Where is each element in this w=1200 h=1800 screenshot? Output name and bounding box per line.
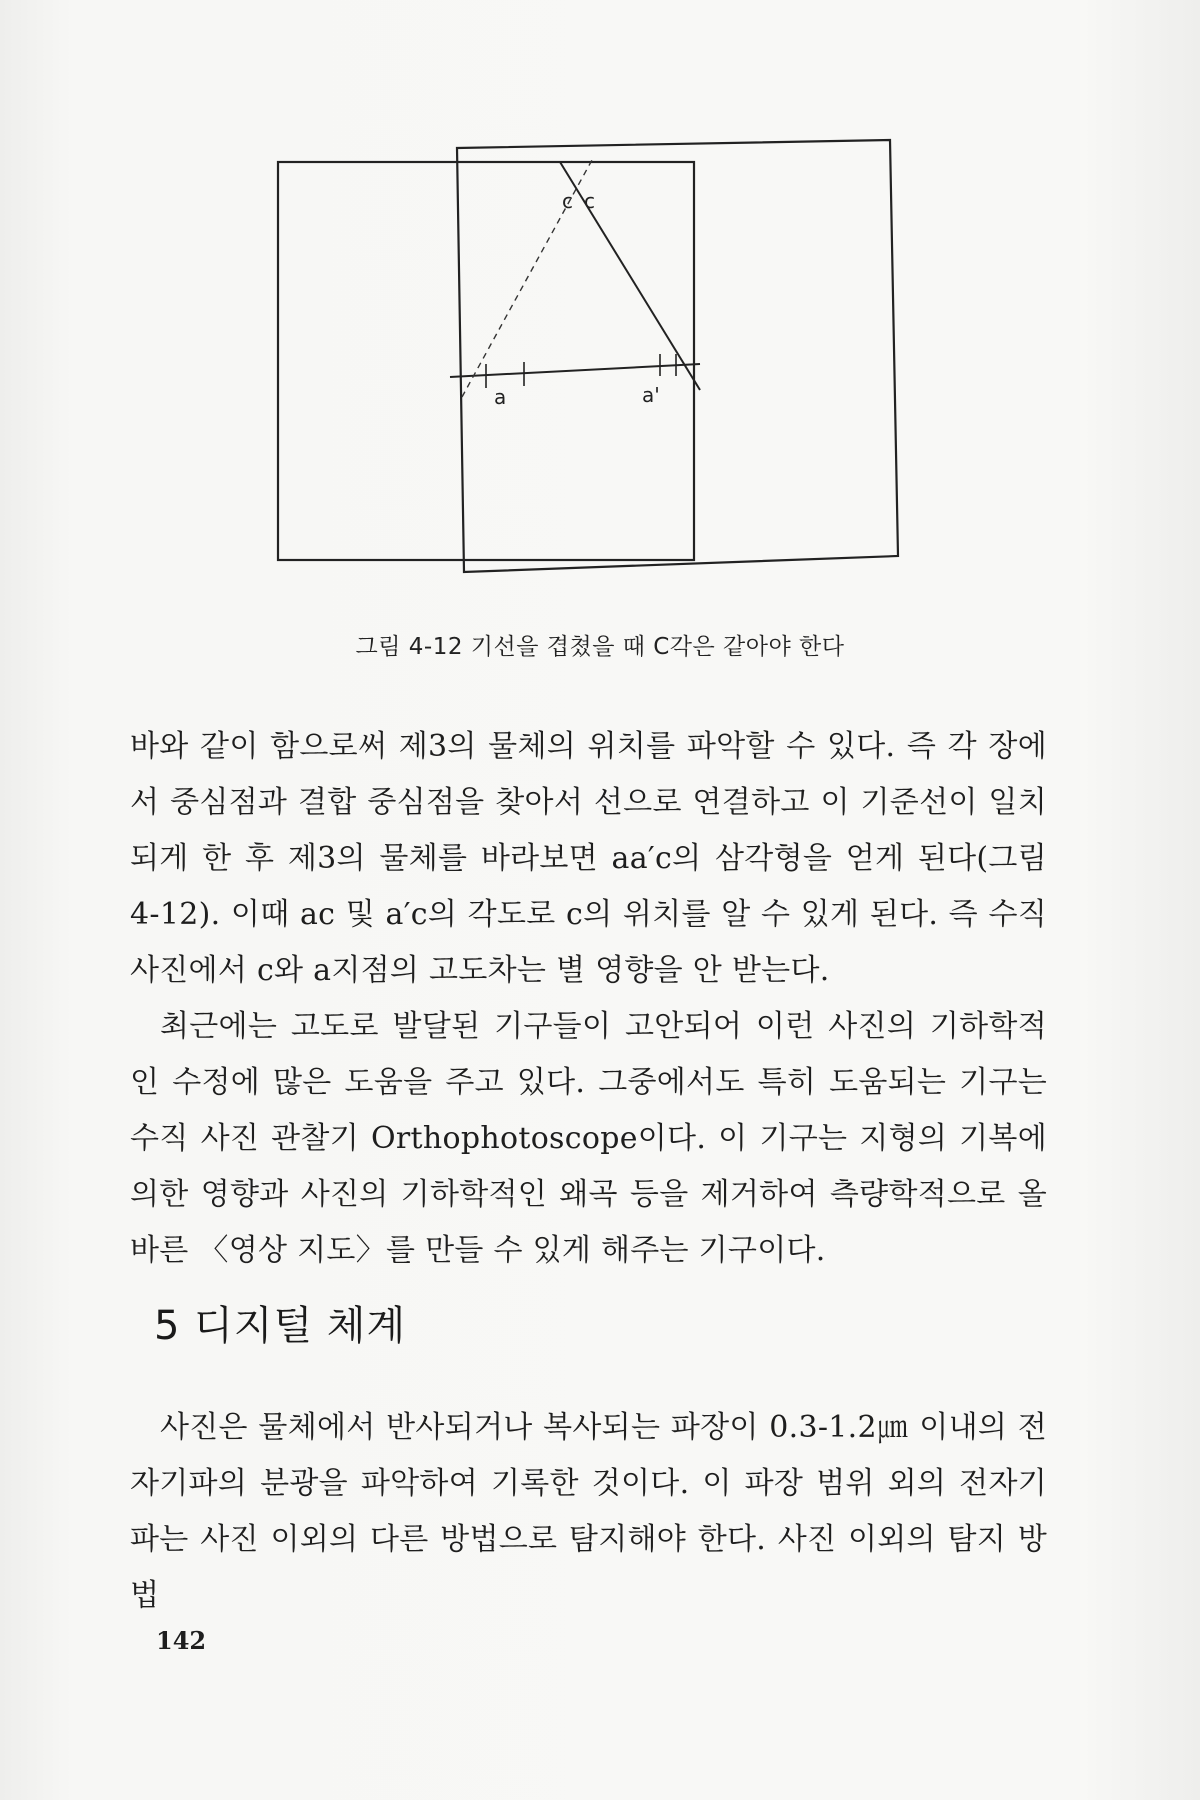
- figure-4-12: [262, 132, 912, 612]
- body-text-section: [130, 1400, 1047, 1624]
- ray-a-prime-c: [560, 162, 700, 390]
- section-heading: 5 디지털 체계: [154, 1303, 407, 1349]
- label-c-right: c: [584, 189, 595, 213]
- left-photo-frame: [278, 162, 694, 560]
- right-photo-frame: [457, 140, 898, 572]
- label-a-prime: a': [642, 383, 660, 407]
- label-a: a: [494, 385, 507, 409]
- paragraph: 바와 같이 함으로써 제3의 물체의 위치를 파악할 수 있다. 즉 각 장에서 중심점과 결합 중심점을 찾아서 선으로 연결하고 이 기준선이 일치되게 한 후 제3의 물체를 바라보면 aa′c의 삼각형을 얻게 된다(그림 4-12). 이때 ac 및 a′c의 각도로 c의 위치를 알 수 있게 된다. 즉 수직사진에서 c와 a지점의 고도차는 별 영향을 안 받는다.: [130, 729, 1047, 988]
- page-number: 142: [156, 1626, 207, 1655]
- paragraph: 사진은 물체에서 반사되거나 복사되는 파장이 0.3-1.2㎛ 이내의 전자기파의 분광을 파악하여 기록한 것이다. 이 파장 범위 외의 전자기파는 사진 이외의 다른 방법으로 탐지해야 한다. 사진 이외의 탐지 방법: [130, 1410, 1047, 1613]
- figure-caption: 그림 4-12 기선을 겹쳤을 때 C각은 같아야 한다: [355, 634, 845, 660]
- body-text-upper: [130, 719, 1047, 1279]
- paragraph: 최근에는 고도로 발달된 기구들이 고안되어 이런 사진의 기하학적인 수정에 많은 도움을 주고 있다. 그중에서도 특히 도움되는 기구는 수직 사진 관찰기 Orthophotoscope이다. 이 기구는 지형의 기복에 의한 영향과 사진의 기하학적인 왜곡 등을 제거하여 측량학적으로 올바른 〈영상 지도〉를 만들 수 있게 해주는 기구이다.: [130, 1009, 1047, 1268]
- label-c-left: c: [562, 189, 573, 213]
- baseline: [450, 364, 700, 377]
- stereo-baseline-diagram: [262, 132, 912, 612]
